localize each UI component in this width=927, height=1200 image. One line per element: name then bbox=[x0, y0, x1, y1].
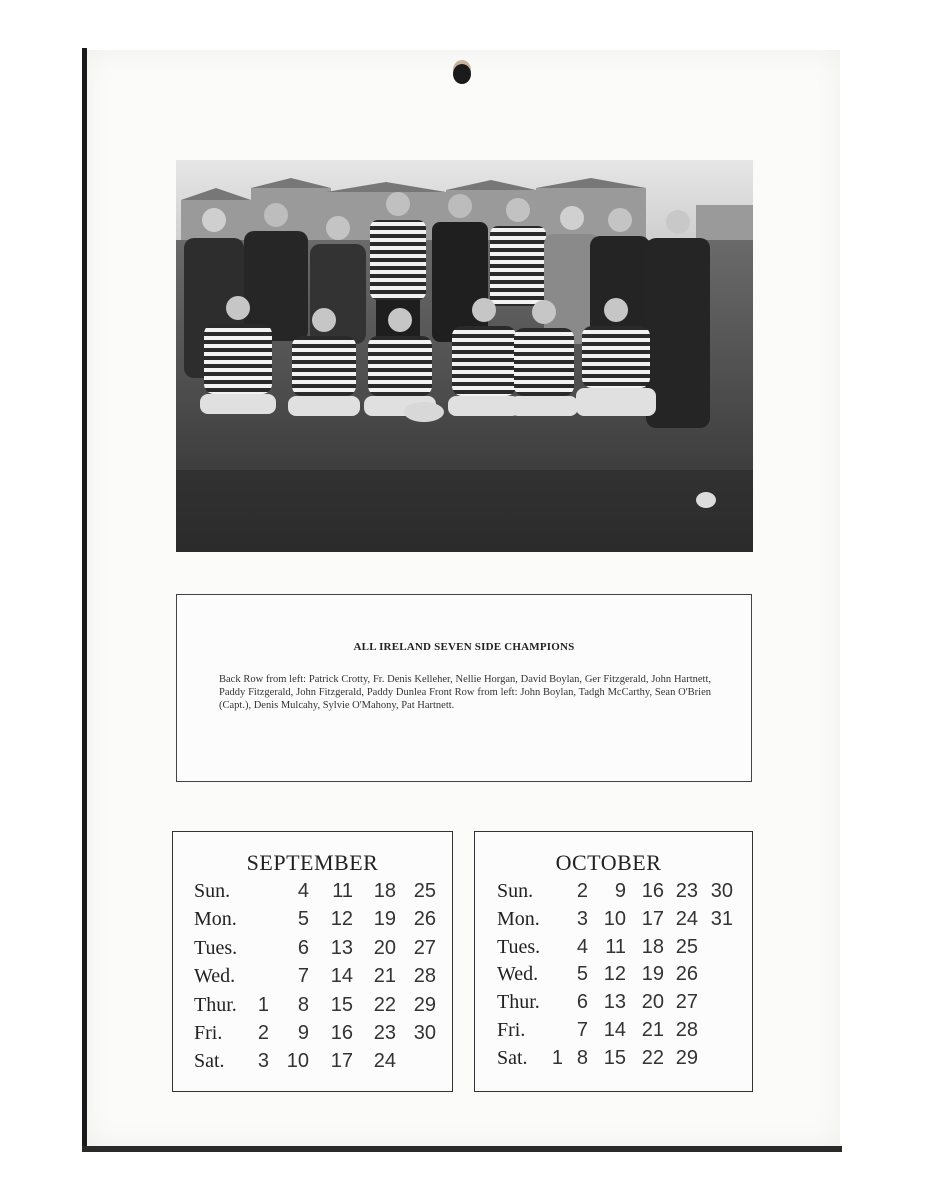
date-number: 19 bbox=[641, 963, 664, 986]
date-number: 16 bbox=[330, 1022, 353, 1044]
day-name: Thur. bbox=[194, 993, 237, 1016]
day-name: Tues. bbox=[497, 935, 541, 958]
date-number: 10 bbox=[286, 1050, 309, 1073]
date-number: 14 bbox=[603, 1019, 626, 1041]
date-number: 1 bbox=[551, 1046, 563, 1069]
date-number: 20 bbox=[641, 991, 664, 1014]
date-number: 19 bbox=[373, 908, 396, 931]
week-row bbox=[173, 937, 452, 965]
week-row bbox=[475, 991, 752, 1019]
date-number: 23 bbox=[675, 880, 698, 902]
week-row bbox=[475, 1047, 752, 1075]
date-number: 8 bbox=[297, 993, 309, 1016]
date-number: 7 bbox=[297, 965, 309, 988]
week-row bbox=[173, 908, 452, 936]
week-row bbox=[475, 963, 752, 991]
day-name: Wed. bbox=[497, 963, 539, 986]
week-row bbox=[475, 936, 752, 964]
day-name: Wed. bbox=[194, 965, 236, 988]
date-number: 9 bbox=[297, 1022, 309, 1044]
scan-bottom-edge bbox=[82, 1146, 842, 1152]
date-number: 14 bbox=[330, 965, 353, 988]
date-number: 2 bbox=[257, 1022, 269, 1044]
date-number: 31 bbox=[710, 907, 733, 930]
week-row bbox=[475, 1019, 752, 1047]
date-number: 3 bbox=[576, 907, 588, 930]
month-title: OCTOBER bbox=[555, 850, 662, 875]
week-row bbox=[173, 1050, 452, 1078]
date-number: 22 bbox=[373, 993, 396, 1016]
date-number: 8 bbox=[576, 1046, 588, 1069]
date-number: 25 bbox=[413, 880, 436, 902]
date-number: 11 bbox=[605, 935, 626, 958]
date-number: 5 bbox=[297, 908, 309, 931]
hanging-hole bbox=[453, 64, 471, 84]
week-row bbox=[173, 880, 452, 908]
date-number: 10 bbox=[603, 907, 626, 930]
date-number: 4 bbox=[297, 880, 309, 902]
team-photo bbox=[176, 160, 753, 552]
date-number: 28 bbox=[413, 965, 436, 988]
day-name: Sun. bbox=[194, 880, 231, 902]
date-number: 18 bbox=[373, 880, 396, 902]
date-number: 21 bbox=[373, 965, 396, 988]
date-number: 15 bbox=[330, 993, 353, 1016]
date-number: 30 bbox=[710, 880, 733, 902]
date-number: 29 bbox=[675, 1046, 698, 1069]
date-number: 6 bbox=[576, 991, 588, 1014]
date-number: 13 bbox=[603, 991, 626, 1014]
date-number: 6 bbox=[297, 936, 309, 959]
date-number: 17 bbox=[330, 1050, 353, 1073]
week-row bbox=[475, 908, 752, 936]
date-number: 26 bbox=[675, 963, 698, 986]
date-number: 24 bbox=[675, 907, 698, 930]
calendar-october bbox=[474, 831, 753, 1092]
date-number: 17 bbox=[641, 907, 664, 930]
date-number: 13 bbox=[330, 936, 353, 959]
day-name: Sat. bbox=[194, 1050, 225, 1073]
week-row bbox=[173, 965, 452, 993]
week-row bbox=[173, 994, 452, 1022]
date-number: 12 bbox=[330, 908, 353, 931]
date-number: 5 bbox=[576, 963, 588, 986]
day-name: Sat. bbox=[497, 1046, 528, 1069]
date-number: 26 bbox=[413, 908, 436, 931]
date-number: 2 bbox=[576, 880, 588, 902]
day-name: Mon. bbox=[497, 907, 540, 930]
day-name: Mon. bbox=[194, 908, 237, 931]
date-number: 9 bbox=[614, 880, 626, 902]
date-number: 25 bbox=[675, 935, 698, 958]
date-number: 7 bbox=[576, 1019, 588, 1041]
caption-text: Back Row from left: Patrick Crotty, Fr. Denis Kelleher, Nellie Horgan, David Boylan, Ger Fitzgerald, John Hartnett, Paddy Fitzgerald, John Fitzgerald, Paddy Dunlea Front Row from left: John Boylan, Tadgh McCarthy, Sean O'Brien (Capt.), Denis Mulcahy, Sylvie O'Mahony, Pat Hartnett. bbox=[219, 674, 711, 711]
caption-title: ALL IRELAND SEVEN SIDE CHAMPIONS bbox=[353, 641, 575, 653]
date-number: 18 bbox=[641, 935, 664, 958]
day-name: Tues. bbox=[194, 936, 238, 959]
day-name: Fri. bbox=[194, 1022, 223, 1044]
week-row bbox=[173, 1022, 452, 1050]
date-number: 12 bbox=[603, 963, 626, 986]
caption-box bbox=[176, 594, 752, 782]
date-number: 21 bbox=[641, 1019, 664, 1041]
date-number: 24 bbox=[373, 1050, 396, 1073]
calendar-september bbox=[172, 831, 453, 1092]
date-number: 27 bbox=[413, 936, 436, 959]
date-number: 27 bbox=[675, 991, 698, 1014]
week-row bbox=[475, 880, 752, 908]
date-number: 23 bbox=[373, 1022, 396, 1044]
date-number: 22 bbox=[641, 1046, 664, 1069]
month-title: SEPTEMBER bbox=[246, 850, 379, 875]
date-number: 1 bbox=[257, 993, 269, 1016]
date-number: 15 bbox=[603, 1046, 626, 1069]
date-number: 29 bbox=[413, 993, 436, 1016]
date-number: 3 bbox=[257, 1050, 269, 1073]
date-number: 20 bbox=[373, 936, 396, 959]
day-name: Thur. bbox=[497, 991, 540, 1014]
date-number: 16 bbox=[641, 880, 664, 902]
date-number: 4 bbox=[576, 935, 588, 958]
date-number: 11 bbox=[332, 880, 353, 902]
date-number: 30 bbox=[413, 1022, 436, 1044]
date-number: 28 bbox=[675, 1019, 698, 1041]
day-name: Fri. bbox=[497, 1019, 526, 1041]
day-name: Sun. bbox=[497, 880, 534, 902]
